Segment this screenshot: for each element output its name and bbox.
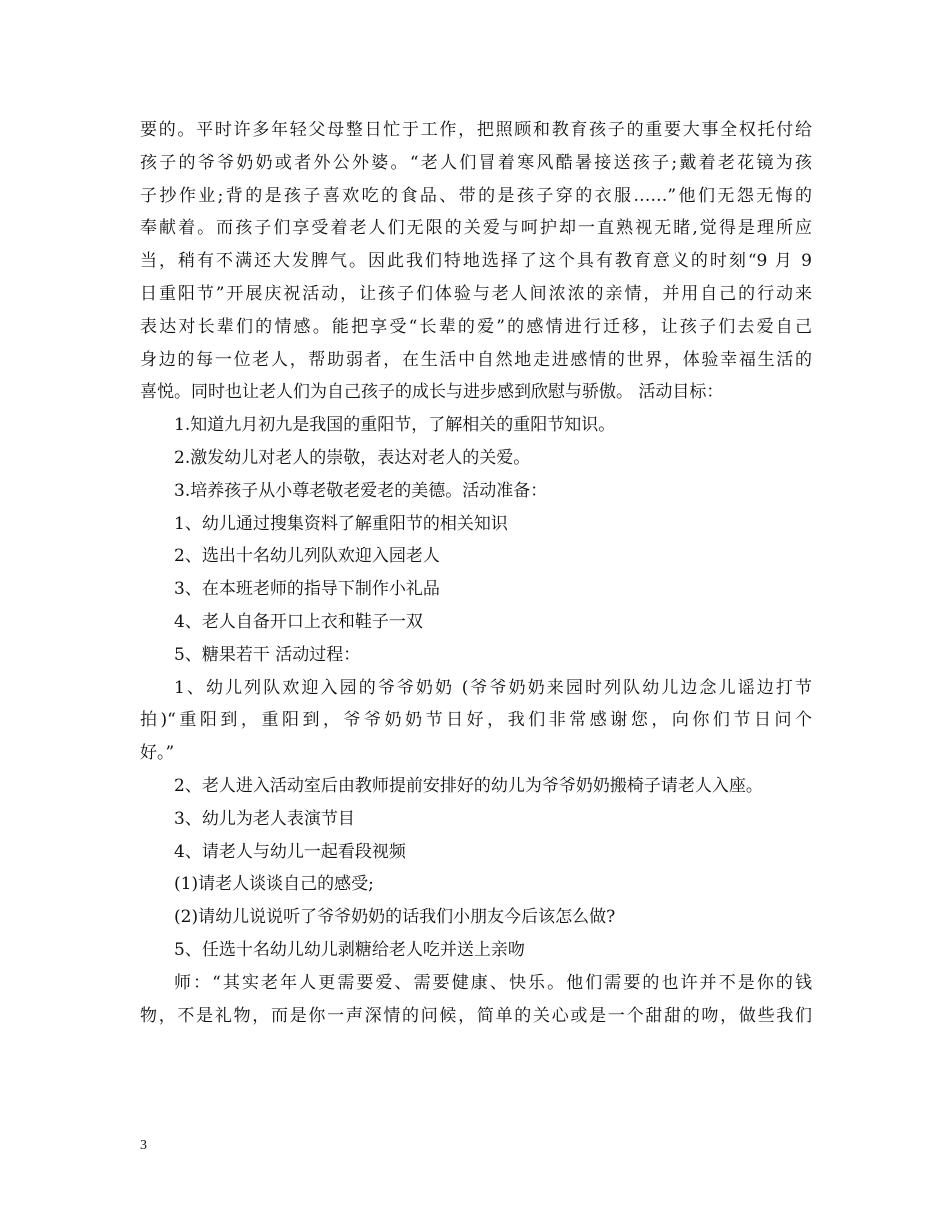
paragraph-line: 要的。平时许多年轻父母整日忙于工作，把照顾和教育孩子的重要大事全权托付给 [140, 120, 812, 140]
goal-item: 2.激发幼儿对老人的崇敬，表达对老人的关爱。 [174, 447, 531, 468]
process-subitem: (1)请老人谈谈自己的感受; [174, 874, 374, 895]
process-subitem: (2)请幼儿说说听了爷爷奶奶的话我们小朋友今后该怎么做? [174, 907, 616, 928]
process-item: 5、任选十名幼儿幼儿剥糖给老人吃并送上亲吻 [174, 939, 525, 960]
preparation-item: 4、老人自备开口上衣和鞋子一双 [174, 611, 423, 632]
paragraph-line: 当，稍有不满还大发脾气。因此我们特地选择了这个具有教育意义的时刻“9 月 9 [140, 251, 812, 272]
goal-item: 1.知道九月初九是我国的重阳节，了解相关的重阳节知识。 [174, 415, 616, 436]
process-item-continuation: 好。” [140, 743, 175, 764]
page-number: 3 [140, 1138, 147, 1153]
goal-item: 3.培养孩子从小尊老敬老爱老的美德。活动准备： [174, 480, 548, 501]
teacher-speech: 师：“其实老年人更需要爱、需要健康、快乐。他们需要的也许并不是你的钱 [174, 972, 812, 993]
preparation-item: 2、选出十名幼儿列队欢迎入园老人 [174, 546, 440, 567]
paragraph-line: 身边的每一位老人，帮助弱者，在生活中自然地走进感情的世界，体验幸福生活的 [140, 349, 812, 370]
process-item: 4、请老人与幼儿一起看段视频 [174, 841, 406, 862]
paragraph-line: 子抄作业;背的是孩子喜欢吃的食品、带的是孩子穿的衣服……”他们无怨无悔的 [140, 185, 812, 206]
process-item: 1、幼儿列队欢迎入园的爷爷奶奶 (爷爷奶奶来园时列队幼儿边念儿谣边打节 [174, 677, 812, 698]
paragraph-line: 喜悦。同时也让老人们为自己孩子的成长与进步感到欣慰与骄傲。 活动目标： [140, 382, 724, 403]
process-item: 2、老人进入活动室后由教师提前安排好的幼儿为爷爷奶奶搬椅子请老人入座。 [174, 775, 763, 796]
teacher-speech-continuation: 物，不是礼物，而是你一声深情的问候，简单的关心或是一个甜甜的吻，做些我们 [140, 1005, 812, 1026]
process-item: 3、幼儿为老人表演节目 [174, 808, 355, 829]
preparation-item: 1、幼儿通过搜集资料了解重阳节的相关知识 [174, 513, 508, 534]
paragraph-line: 日重阳节”开展庆祝活动，让孩子们体验与老人间浓浓的亲情，并用自己的行动来 [140, 283, 812, 304]
preparation-item: 3、在本班老师的指导下制作小礼品 [174, 579, 440, 600]
paragraph-line: 孩子的爷爷奶奶或者外公外婆。“老人们冒着寒风酷暑接送孩子;戴着老花镜为孩 [140, 152, 812, 173]
process-item-continuation: 拍)“重阳到，重阳到，爷爷奶奶节日好，我们非常感谢您，向你们节日问个 [140, 710, 812, 731]
paragraph-line: 表达对长辈们的情感。能把享受“长辈的爱”的感情进行迁移，让孩子们去爱自己 [140, 316, 812, 337]
document-body [140, 114, 812, 1032]
preparation-item: 5、糖果若干 活动过程： [174, 644, 361, 665]
paragraph-line: 奉献着。而孩子们享受着老人们无限的关爱与呵护却一直熟视无睹,觉得是理所应 [140, 218, 812, 239]
